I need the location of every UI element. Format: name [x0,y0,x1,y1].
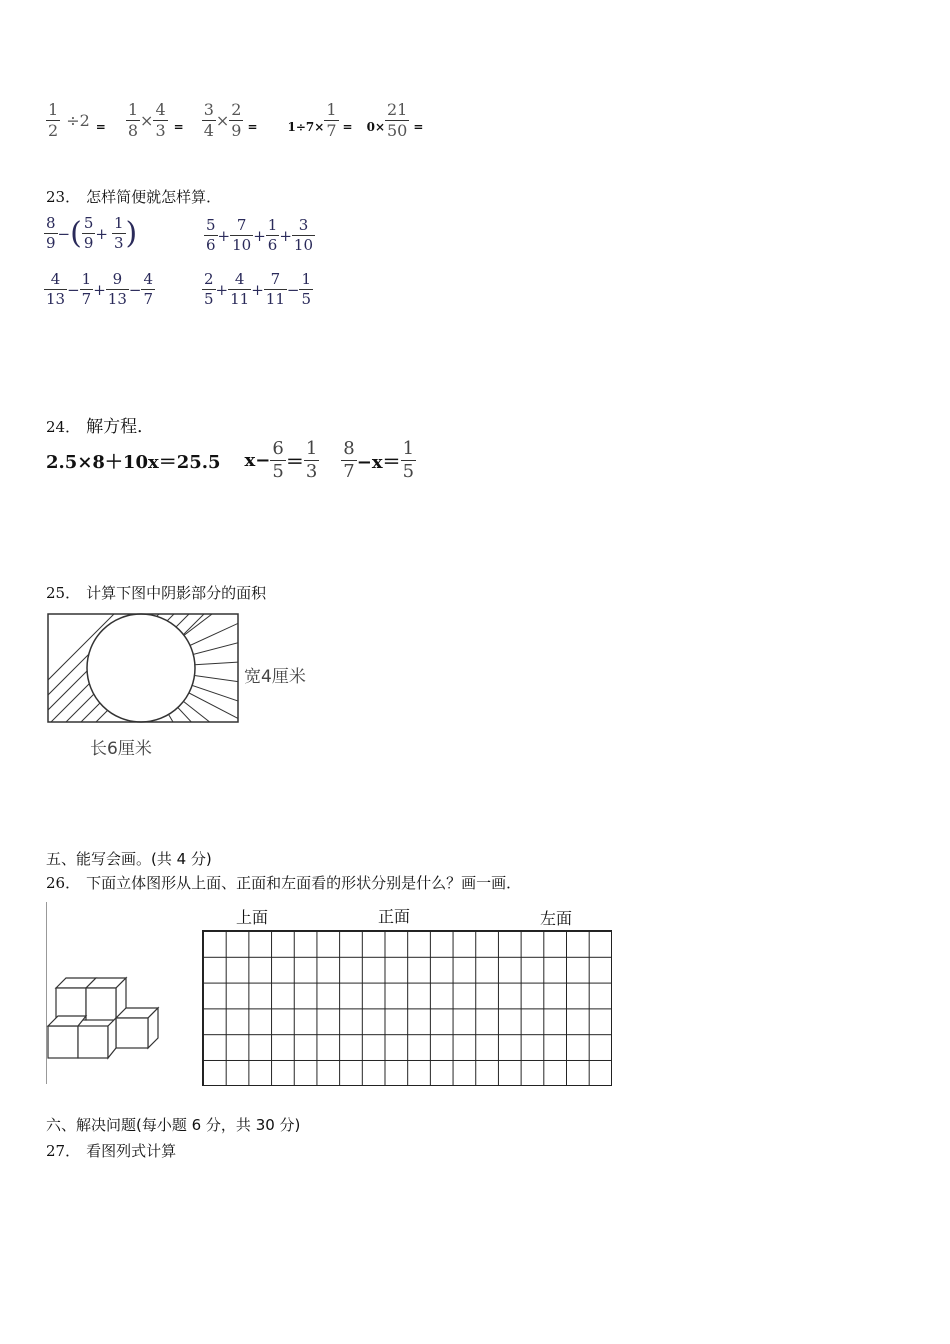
fraction: $\frac{7}{10}$ [232,216,252,254]
fraction: $\frac{8}{9}$ [46,214,56,252]
circle [87,614,195,722]
q24-equations: 2.5×8＋10x＝25.5 x − $\frac{6}{5}$ ＝ $\frac{1}{3}$ $\frac{8}{7}$ −x＝ $\frac{1}{5}$ [46,438,415,482]
drawing-grid[interactable] [202,930,612,1086]
shaded-rectangle-figure [46,612,242,726]
fraction: $\frac{9}{13}$ [107,270,127,308]
fraction: $\frac{3}{4}$ [203,100,214,140]
fraction: $\frac{3}{10}$ [293,216,314,254]
fraction: $\frac{4}{3}$ [155,100,166,140]
section-6-title: 六、解决问题(每小题 6 分，共 30 分) [46,1116,301,1134]
q23-expr-2: $\frac{5}{6}$ + $\frac{7}{10}$ + $\frac{1}{6}$ + $\frac{3}{10}$ [206,216,314,254]
fraction: $\frac{1}{8}$ [127,100,139,140]
fraction: $\frac{1}{7}$ [81,270,92,308]
fraction: $\frac{1}{6}$ [267,216,278,254]
view-label-front: 正面 [378,907,411,926]
fraction: $\frac{4}{11}$ [230,270,250,308]
fraction: $\frac{4}{7}$ [143,270,154,308]
fraction: $\frac{1}{2}$ [48,100,59,140]
q27-title: 27． 看图列式计算 [46,1142,177,1160]
fraction: $\frac{7}{11}$ [265,270,285,308]
fraction: $\frac{6}{5}$ [272,438,284,482]
fraction: $\frac{5}{9}$ [83,214,94,252]
section-5-title: 五、能写会画。(共 4 分) [46,850,212,868]
fraction: $\frac{1}{5}$ [301,270,312,308]
fraction: $\frac{21}{50}$ [387,100,408,140]
cube-stack-figure [46,970,162,1062]
q22-row: $\frac{1}{2}$ ÷2 = $\frac{1}{8}$ × $\frac{4}{3}$ = $\frac{3}{4}$ × $\frac{2}{9}$ = 1÷7× $\frac{1}{7}$ = 0× $\frac{21}{50}$ = [48,100,424,140]
q23-expr-1: $\frac{8}{9}$ − ( $\frac{5}{9}$ + $\frac{1}{3}$ ) [46,214,138,252]
fraction: $\frac{1}{5}$ [402,438,415,482]
fraction: $\frac{1}{7}$ [326,100,337,140]
fraction: $\frac{5}{6}$ [206,216,216,254]
fraction: $\frac{4}{13}$ [46,270,66,308]
q23-title: 23． 怎样简便就怎样算． [46,188,222,206]
fraction: $\frac{8}{7}$ [343,438,355,482]
fraction: $\frac{1}{3}$ [113,214,124,252]
fraction: $\frac{2}{9}$ [231,100,242,140]
view-label-left: 左面 [540,909,573,928]
equation-1: 2.5×8＋10x＝25.5 [46,451,221,473]
q23-expr-3: $\frac{4}{13}$ − $\frac{1}{7}$ + $\frac{9}{13}$ − $\frac{4}{7}$ [46,270,154,308]
q26-title: 26． 下面立体图形从上面、正面和左面看的形状分别是什么？画一画． [46,874,522,892]
length-label: 长6厘米 [90,739,152,759]
view-label-top: 上面 [236,908,269,927]
q25-title: 25． 计算下图中阴影部分的面积 [46,584,267,602]
fraction: $\frac{2}{5}$ [204,270,214,308]
q24-title: 24． 解方程． [46,417,155,437]
q23-expr-4: $\frac{2}{5}$ + $\frac{4}{11}$ + $\frac{7}{11}$ − $\frac{1}{5}$ [204,270,312,308]
width-label: 宽4厘米 [244,667,306,687]
fraction: $\frac{1}{3}$ [305,438,318,482]
